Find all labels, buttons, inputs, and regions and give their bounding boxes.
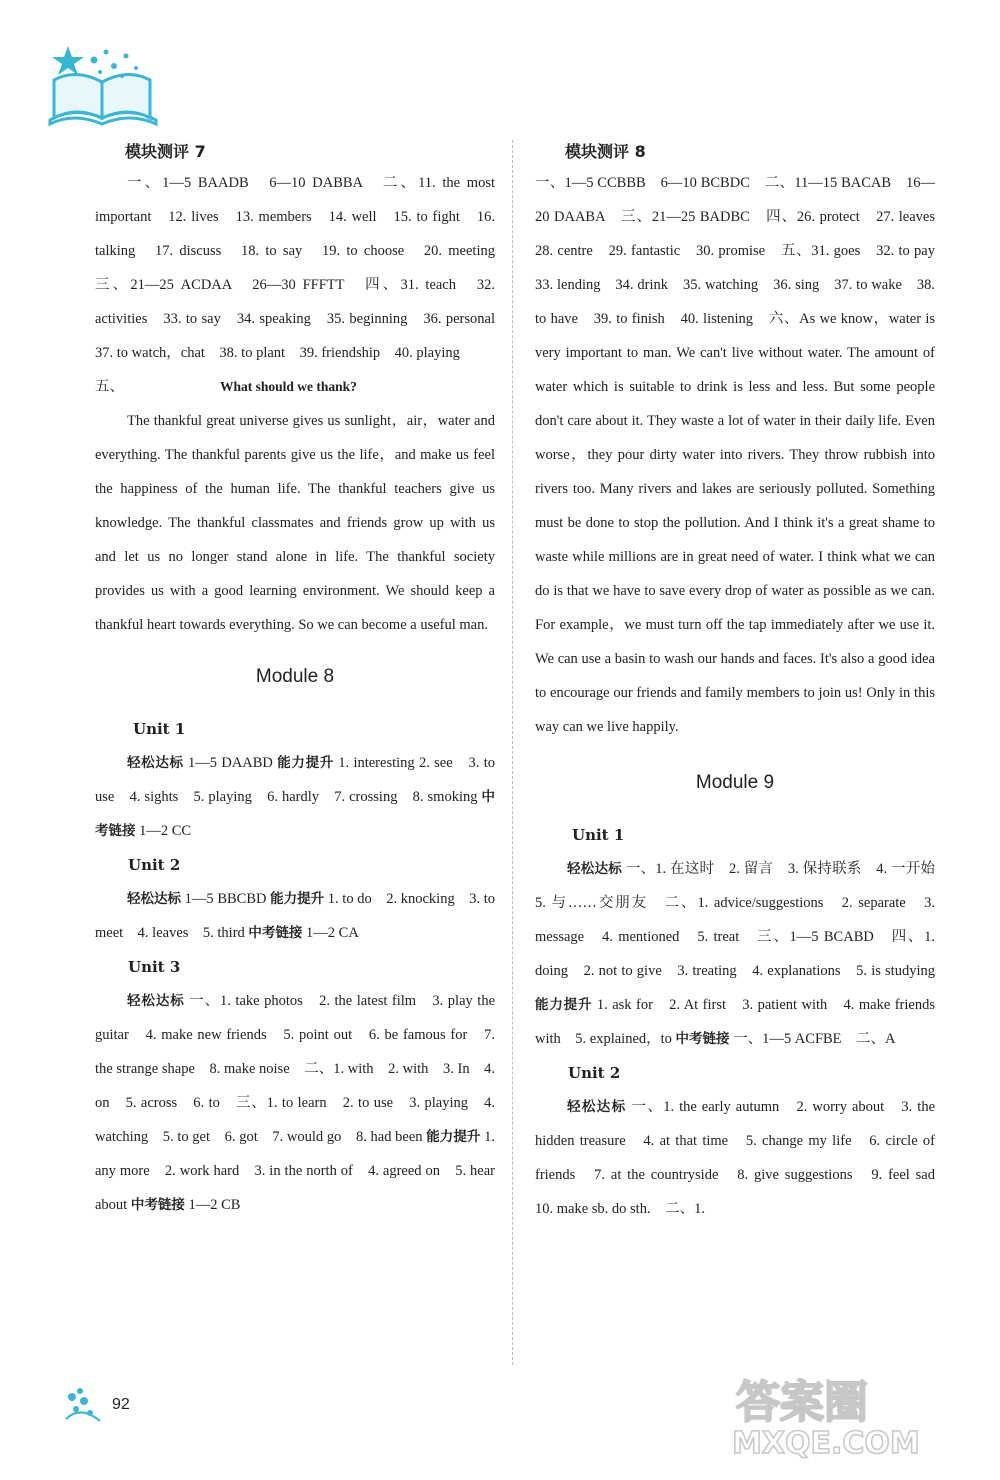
watermark-url: MXQE.COM — [732, 1426, 920, 1460]
m8-unit2-answers — [95, 882, 495, 950]
m9-unit1-answers — [535, 852, 950, 1056]
label-improve: 能力提升 — [426, 1129, 481, 1145]
page-footer — [62, 1385, 130, 1425]
label-exam: 中考链接 — [130, 1197, 185, 1213]
answer-text: 1—5 DAABD — [183, 755, 278, 771]
watermark-main: 答案圈 — [736, 1377, 868, 1428]
label-improve: 能力提升 — [270, 891, 325, 907]
essay-body: The thankful great universe gives us sunlight，air，water and everything. The thankful parents give us the life，and make us feel the happiness of the human life. The thankful teachers give us knowledge. The thankful classmates and friends grow up with us and let us no longer stand alone in life. The thankful society provides us with a good learning environment. We should keep a thankful heart towards everything. So we can become a useful man. — [95, 413, 495, 633]
module9-title: Module 9 — [695, 772, 775, 793]
column-divider — [512, 140, 513, 1365]
test7-answers: 一、1—5 BAADB 6—10 DABBA 二、11. the most important 12. lives 13. members 14. well 15. to fight 16. talking 17. discuss 18. to say 19. to choose 20. meeting 三、21—25 ACDAA 26—30 FFFTT 四、31. teach 32. activities 33. to say 34. speaking 35. beginning 36. personal 37. to watch，chat 38. to plant 39. friendship 40. playing — [95, 175, 510, 361]
answer-text: 一、1. take photos 2. the latest film 3. play the guitar 4. make new friends 5. point out 6. be famous for 7. the strange shape 8. make noise 二、1. with 2. with 3. In 4. on 5. across 6. to 三、1. to learn 2. to use 3. playing 4. watching 5. to get 6. got 7. would go 8. had been — [95, 993, 496, 1145]
flower-decoration-icon — [62, 1385, 106, 1425]
m9-unit2-title: Unit 2 — [568, 1064, 621, 1082]
page-number: 92 — [112, 1396, 130, 1413]
label-easy: 轻松达标 — [127, 993, 185, 1009]
label-easy: 轻松达标 — [127, 891, 182, 907]
m8-unit1-answers — [95, 746, 495, 848]
test8-title: 模块测评 8 — [565, 142, 646, 161]
answer-text: 1—2 CB — [184, 1197, 241, 1213]
label-easy: 轻松达标 — [127, 755, 184, 771]
answer-text: 1—2 CC — [135, 823, 192, 839]
answer-text: 1—2 CA — [302, 925, 359, 941]
m9-unit2-answers — [535, 1090, 950, 1226]
label-exam: 中考链接 — [95, 789, 495, 839]
right-column — [535, 128, 950, 1226]
answer-text: 1. ask for 2. At first 3. patient with 4. make friends with 5. explained，to — [535, 997, 935, 1047]
m8-unit2-title: Unit 2 — [128, 856, 181, 874]
test8-answers: 一、1—5 CCBBB 6—10 BCBDC 二、11—15 BACAB 16—20 DAABA 三、21—25 BADBC 四、26. protect 27. leaves 28. centre 29. fantastic 30. promise 五、31. goes 32. to pay 33. lending 34. drink 35. watching 36. sing 37. to wake 38. to have 39. to finish 40. listening 六、As we know，water is very important to man. We can't live without water. The amount of water which is suitable to drink is less and less. But some people don't care about it. They waste a lot of water in their daily life. Even worse，they pour dirty water into rivers. They throw rubbish into rivers too. Many rivers and lakes are seriously polluted. Something must be done to stop the pollution. And I think it's a great shame to waste while millions are in great need of water. I think what we can do is that we have to save every drop of water as possible as we can. For example，we must turn off the tap immediately after we use it. We can use a basin to wash our hands and faces. It's also a good idea to encourage our friends and family members to join us! Only in this way can we live happily. — [535, 175, 950, 735]
m8-unit3-answers — [95, 984, 495, 1222]
label-exam: 中考链接 — [248, 925, 303, 941]
answer-text: 1—5 BBCBD — [181, 891, 271, 907]
essay-title: What should we thank? — [220, 379, 357, 394]
left-column — [95, 128, 510, 1222]
answer-text: 一、1. the early autumn 2. worry about 3. the hidden treasure 4. at that time 5. change my life 6. circle of friends 7. at the countryside 8. give suggestions 9. feel sad 10. make sb. do sth. 二、1. — [535, 1099, 950, 1217]
watermark — [724, 1365, 964, 1460]
label-improve: 能力提升 — [535, 997, 593, 1013]
label-improve: 能力提升 — [277, 755, 334, 771]
m8-unit3-title: Unit 3 — [128, 958, 181, 976]
answer-text: 1. to do 2. knocking 3. to meet 4. leaves 5. third — [95, 891, 496, 941]
book-stars-logo-icon — [44, 40, 164, 130]
module8-title: Module 8 — [255, 666, 335, 687]
label-easy: 轻松达标 — [567, 861, 622, 877]
essay-heading — [95, 370, 495, 404]
label-exam: 中考链接 — [675, 1031, 730, 1047]
answer-text: 一、1. 在这时 2. 留言 3. 保持联系 4. 一开始 5. 与……交朋友 二、1. advice/suggestions 2. separate 3. message 4. mentioned 5. treat 三、1—5 BCABD 四、1. doing 2. not to give 3. treating 4. explanations 5. is studying — [535, 861, 950, 979]
label-easy: 轻松达标 — [567, 1099, 627, 1115]
answer-text: 1. interesting 2. see 3. to use 4. sights 5. playing 6. hardly 7. crossing 8. smoking — [95, 755, 495, 805]
answer-text: 1. any more 2. work hard 3. in the north of 4. agreed on 5. hear about — [95, 1129, 496, 1213]
test7-title: 模块测评 7 — [125, 142, 206, 161]
essay-number: 五、 — [95, 379, 124, 395]
m8-unit1-title: Unit 1 — [133, 720, 186, 738]
answer-text: 一、1—5 ACFBE 二、A — [729, 1031, 896, 1047]
m9-unit1-title: Unit 1 — [572, 826, 625, 844]
